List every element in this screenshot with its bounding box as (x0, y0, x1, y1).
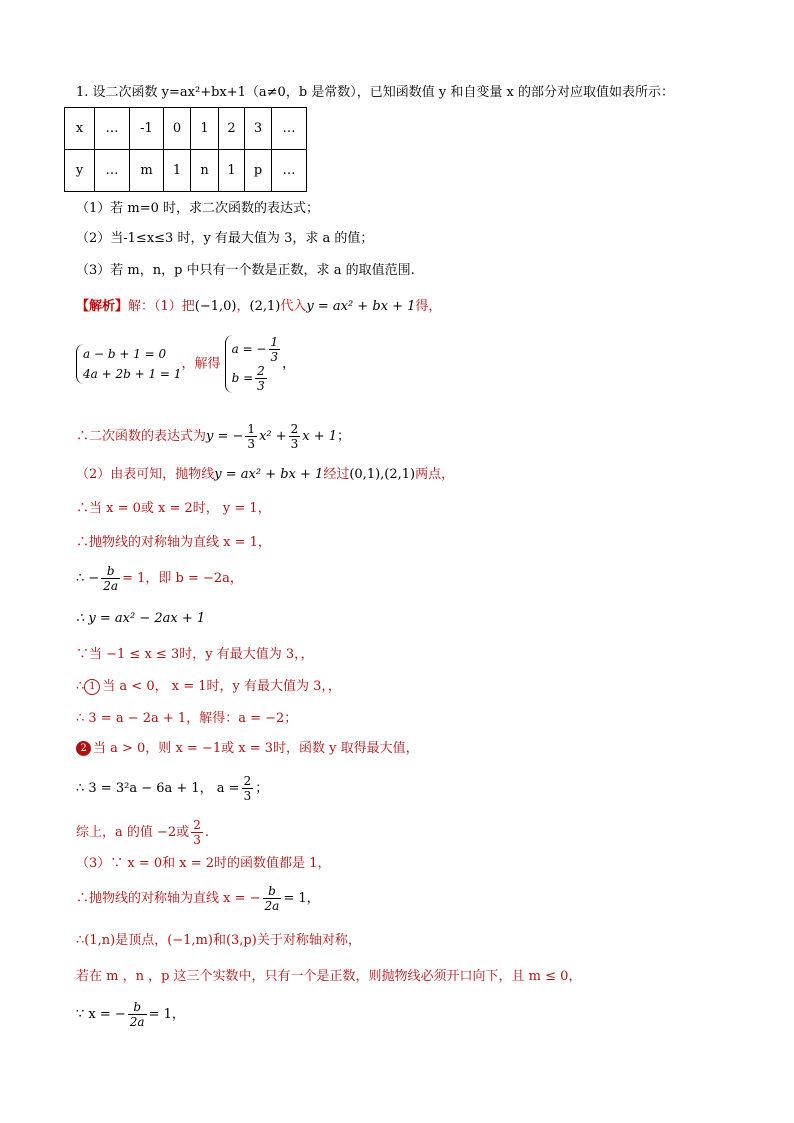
table-cell: x (65, 108, 95, 150)
solution-text: ； (337, 429, 351, 444)
solution-line-5: ∴当 x = 0或 x = 2时， y = 1， (76, 501, 271, 516)
fraction (191, 818, 203, 847)
solution-text: ∴抛物线的对称轴为直线 x = − (76, 891, 261, 906)
solution-line-13 (76, 774, 268, 803)
circled-number-icon: 2 (76, 741, 91, 756)
fraction (245, 422, 257, 451)
table-row (65, 108, 307, 150)
solution-text: ∴ 3 = 3²a − 6a + 1， a = (76, 781, 240, 796)
solution-text: 代入 (280, 299, 307, 314)
solution-text: 综上，a 的值 −2或 (76, 825, 190, 840)
solution-line-7 (76, 564, 243, 593)
fraction (269, 335, 281, 364)
fraction-denominator: 2a (129, 1015, 145, 1029)
point: (2,1) (249, 299, 281, 314)
table-cell: … (95, 108, 130, 150)
solution-line-6: ∴抛物线的对称轴为直线 x = 1， (76, 535, 271, 550)
solution-text: 经过 (323, 467, 350, 482)
solution-text: ，解得 (181, 356, 221, 372)
solution-text: = 1， (148, 1007, 185, 1022)
fraction-denominator: 2a (264, 899, 280, 913)
point: (−1,0) (194, 299, 237, 314)
solution-line-3 (76, 422, 350, 451)
solution-line-16 (76, 884, 320, 913)
table-cell: … (272, 108, 307, 150)
table-cell: n (191, 150, 219, 192)
system-right (225, 335, 283, 393)
solution-text: . (204, 825, 209, 840)
solution-line-19 (76, 1000, 185, 1029)
solution-text: 解：（1）把 (128, 299, 195, 314)
fraction-numerator: b (101, 564, 120, 579)
table-cell: 0 (164, 108, 191, 150)
system-row (232, 335, 283, 364)
analysis-tag: 【解析】 (76, 299, 129, 314)
solution-text: = 1， (283, 891, 320, 906)
fraction (128, 1000, 147, 1029)
solution-line-17: ∴(1,n)是顶点，(−1,m)和(3,p)关于对称轴对称， (76, 933, 361, 948)
equation: y = − (206, 429, 244, 444)
fraction-numerator: 1 (270, 335, 279, 349)
table-cell: p (245, 150, 272, 192)
fraction-numerator: 2 (257, 364, 265, 378)
fraction-denominator: 3 (193, 833, 201, 847)
system-row: 4a + 2b + 1 = 1 (83, 367, 182, 381)
equation: x + 1 (302, 429, 338, 444)
table-row (65, 150, 307, 192)
fraction-numerator: 2 (243, 774, 252, 788)
solution-text: ∴二次函数的表达式为 (76, 429, 207, 444)
solution-line-9: ∵当 −1 ≤ x ≤ 3时，y 有最大值为 3，， (76, 647, 314, 662)
solution-line-14 (76, 818, 209, 847)
table-cell: 1 (219, 150, 245, 192)
table-cell: y (65, 150, 95, 192)
question-1: （1）若 m=0 时，求二次函数的表达式； (76, 201, 320, 216)
solution-text: ∵ x = − (76, 1007, 126, 1022)
solution-text: 两点， (415, 467, 455, 482)
fraction-denominator: 3 (290, 437, 299, 451)
solution-text: ， (236, 299, 250, 314)
equation: y = ax² + bx + 1 (214, 467, 324, 482)
equation: x² + (259, 429, 287, 444)
problem-statement: 1. 设二次函数 y=ax²+bx+1（a≠0，b 是常数），已知函数值 y 和自变量 x 的部分对应取值如表所示： (76, 85, 674, 100)
fraction-numerator: b (128, 1000, 147, 1015)
fraction-denominator: 2a (103, 579, 119, 593)
fraction-denominator: 3 (257, 379, 265, 393)
fraction (289, 422, 301, 451)
solution-text: ∴ − (76, 571, 100, 586)
solution-line-11: ∴ 3 = a − 2a + 1，解得：a = −2； (76, 711, 298, 726)
table-cell: … (95, 150, 130, 192)
question-3: （3）若 m，n，p 中只有一个数是正数，求 a 的取值范围. (76, 263, 415, 278)
fraction-denominator: 3 (270, 350, 279, 364)
solution-line-12 (76, 740, 419, 758)
value-table (64, 107, 307, 192)
system-left (76, 344, 181, 384)
table-cell: … (272, 150, 307, 192)
fraction-numerator: b (263, 884, 282, 899)
solution-line-8: ∴ y = ax² − 2ax + 1 (76, 611, 206, 626)
fraction-numerator: 1 (247, 422, 256, 436)
solution-text: = 1，即 b = −2a， (122, 571, 243, 586)
table-cell: 1 (191, 108, 219, 150)
solution-line-1 (76, 298, 441, 316)
solution-line-10 (76, 678, 341, 696)
fraction (263, 884, 282, 913)
solution-text: 得， (415, 299, 442, 314)
solution-line-18: 若在 m ，n ，p 这三个实数中，只有一个是正数，则抛物线必须开口向下，且 m ≤ 0， (76, 969, 582, 984)
solution-text: ， (282, 356, 296, 372)
question-2: （2）当-1≤x≤3 时，y 有最大值为 3，求 a 的值； (76, 231, 374, 246)
table-cell: 2 (219, 108, 245, 150)
solution-line-4 (76, 466, 454, 484)
solution-text: （2）由表可知，抛物线 (76, 467, 215, 482)
equation-system (76, 335, 295, 393)
fraction-numerator: 2 (193, 818, 201, 832)
solution-line-15: （3）∵ x = 0和 x = 2时的函数值都是 1， (76, 856, 331, 871)
solution-text: 当 a > 0，则 x = −1或 x = 3时，函数 y 取得最大值， (93, 741, 419, 756)
fraction (242, 774, 254, 803)
solution-text: ； (255, 781, 269, 796)
fraction (101, 564, 120, 593)
fraction-denominator: 3 (243, 789, 252, 803)
equation: y = ax² + bx + 1 (306, 299, 416, 314)
fraction-numerator: 2 (290, 422, 299, 436)
table-cell: 1 (164, 150, 191, 192)
points: (0,1),(2,1) (349, 467, 416, 482)
system-row-text: a = − (231, 342, 267, 356)
solution-text: 当 a < 0， x = 1时，y 有最大值为 3，， (102, 679, 341, 694)
solution-text: ∴ (76, 679, 85, 694)
table-cell: m (130, 150, 164, 192)
circled-number-icon: 1 (84, 679, 100, 695)
system-row: a − b + 1 = 0 (83, 347, 167, 361)
system-row-text: b = (231, 371, 254, 385)
system-row (232, 364, 283, 393)
table-cell: -1 (130, 108, 164, 150)
fraction-denominator: 3 (247, 437, 256, 451)
fraction (255, 364, 267, 393)
table-cell: 3 (245, 108, 272, 150)
